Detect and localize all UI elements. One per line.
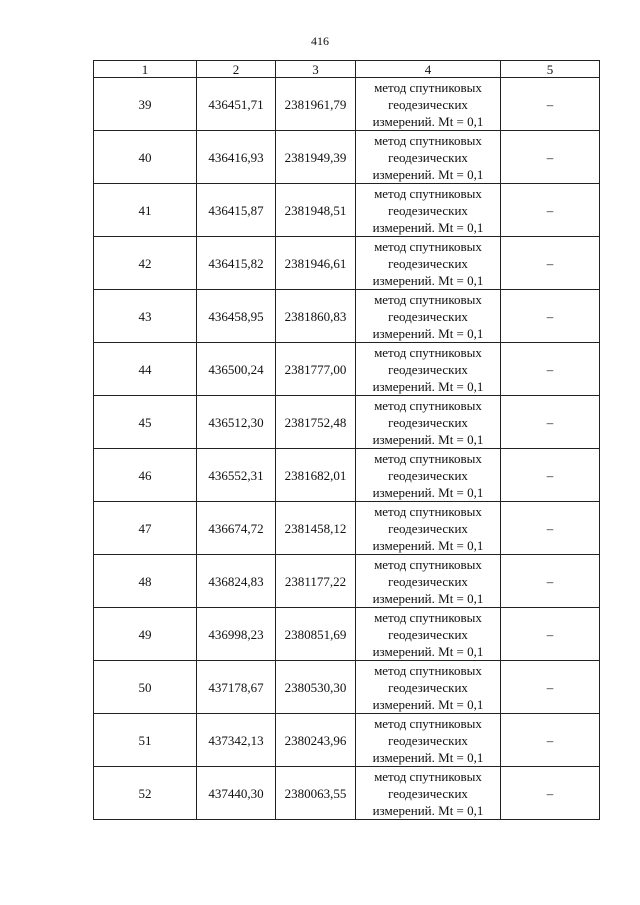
point-number-cell: 43 — [94, 290, 197, 343]
note-cell: – — [501, 290, 600, 343]
method-line: геодезических — [388, 96, 468, 112]
method-line: метод спутниковых — [374, 79, 482, 95]
method-line: измерений. Mt = 0,1 — [372, 749, 484, 765]
method-line: измерений. Mt = 0,1 — [372, 325, 484, 341]
method-line: метод спутниковых — [374, 238, 482, 254]
method-line: геодезических — [388, 149, 468, 165]
method-cell — [356, 502, 501, 555]
point-number-cell: 50 — [94, 661, 197, 714]
method-cell — [356, 343, 501, 396]
method-line: измерений. Mt = 0,1 — [372, 696, 484, 712]
method-line: измерений. Mt = 0,1 — [372, 219, 484, 235]
coordinate-y-cell: 2381458,12 — [276, 502, 356, 555]
header-row — [94, 61, 600, 78]
note-cell: – — [501, 343, 600, 396]
point-number-cell: 48 — [94, 555, 197, 608]
method-line: измерений. Mt = 0,1 — [372, 166, 484, 182]
method-line: геодезических — [388, 520, 468, 536]
coordinate-x-cell: 436824,83 — [197, 555, 276, 608]
method-line: метод спутниковых — [374, 291, 482, 307]
point-number-cell: 51 — [94, 714, 197, 767]
method-cell — [356, 396, 501, 449]
coordinate-y-cell: 2381177,22 — [276, 555, 356, 608]
point-number-cell: 47 — [94, 502, 197, 555]
method-line: метод спутниковых — [374, 662, 482, 678]
table-row — [94, 396, 600, 449]
method-cell — [356, 608, 501, 661]
note-cell: – — [501, 237, 600, 290]
method-line: измерений. Mt = 0,1 — [372, 484, 484, 500]
note-cell: – — [501, 78, 600, 131]
note-cell: – — [501, 502, 600, 555]
table-body — [94, 78, 600, 820]
coordinate-x-cell: 436674,72 — [197, 502, 276, 555]
coordinate-x-cell: 436458,95 — [197, 290, 276, 343]
note-cell: – — [501, 767, 600, 820]
table-row — [94, 78, 600, 131]
point-number-cell: 42 — [94, 237, 197, 290]
method-cell — [356, 449, 501, 502]
coordinate-x-cell: 436416,93 — [197, 131, 276, 184]
method-line: геодезических — [388, 626, 468, 642]
method-line: геодезических — [388, 573, 468, 589]
coordinate-y-cell: 2381682,01 — [276, 449, 356, 502]
note-cell: – — [501, 396, 600, 449]
method-line: геодезических — [388, 414, 468, 430]
method-line: геодезических — [388, 679, 468, 695]
point-number-cell: 44 — [94, 343, 197, 396]
method-line: метод спутниковых — [374, 132, 482, 148]
method-line: геодезических — [388, 785, 468, 801]
method-line: измерений. Mt = 0,1 — [372, 378, 484, 394]
coordinate-x-cell: 437440,30 — [197, 767, 276, 820]
table-row — [94, 502, 600, 555]
method-line: измерений. Mt = 0,1 — [372, 113, 484, 129]
method-cell — [356, 714, 501, 767]
method-line: геодезических — [388, 732, 468, 748]
coordinate-x-cell: 437178,67 — [197, 661, 276, 714]
table-row — [94, 290, 600, 343]
method-cell — [356, 184, 501, 237]
note-cell: – — [501, 131, 600, 184]
table-row — [94, 714, 600, 767]
table-row — [94, 449, 600, 502]
coordinate-x-cell: 436500,24 — [197, 343, 276, 396]
method-line: геодезических — [388, 361, 468, 377]
point-number-cell: 49 — [94, 608, 197, 661]
method-line: геодезических — [388, 255, 468, 271]
column-header-5: 5 — [501, 61, 600, 78]
table-row — [94, 767, 600, 820]
table-row — [94, 237, 600, 290]
method-line: измерений. Mt = 0,1 — [372, 537, 484, 553]
note-cell: – — [501, 555, 600, 608]
coordinate-x-cell: 436451,71 — [197, 78, 276, 131]
coordinate-x-cell: 436552,31 — [197, 449, 276, 502]
method-cell — [356, 661, 501, 714]
method-line: метод спутниковых — [374, 556, 482, 572]
coordinate-y-cell: 2380063,55 — [276, 767, 356, 820]
note-cell: – — [501, 661, 600, 714]
method-line: измерений. Mt = 0,1 — [372, 431, 484, 447]
method-cell — [356, 767, 501, 820]
note-cell: – — [501, 608, 600, 661]
method-line: геодезических — [388, 308, 468, 324]
coordinate-y-cell: 2381752,48 — [276, 396, 356, 449]
coordinate-y-cell: 2380530,30 — [276, 661, 356, 714]
page-number: 416 — [311, 34, 329, 48]
coordinate-y-cell: 2381777,00 — [276, 343, 356, 396]
method-line: метод спутниковых — [374, 715, 482, 731]
point-number-cell: 46 — [94, 449, 197, 502]
method-cell — [356, 237, 501, 290]
note-cell: – — [501, 714, 600, 767]
coordinate-x-cell: 437342,13 — [197, 714, 276, 767]
method-line: метод спутниковых — [374, 344, 482, 360]
coordinate-x-cell: 436415,87 — [197, 184, 276, 237]
column-header-2: 2 — [197, 61, 276, 78]
column-header-3: 3 — [276, 61, 356, 78]
coordinate-y-cell: 2381949,39 — [276, 131, 356, 184]
method-line: метод спутниковых — [374, 609, 482, 625]
method-line: измерений. Mt = 0,1 — [372, 590, 484, 606]
method-line: метод спутниковых — [374, 450, 482, 466]
table-row — [94, 608, 600, 661]
table-row — [94, 184, 600, 237]
method-line: измерений. Mt = 0,1 — [372, 643, 484, 659]
coordinate-y-cell: 2381948,51 — [276, 184, 356, 237]
table-row — [94, 343, 600, 396]
method-cell — [356, 555, 501, 608]
method-line: геодезических — [388, 202, 468, 218]
point-number-cell: 52 — [94, 767, 197, 820]
method-line: измерений. Mt = 0,1 — [372, 802, 484, 818]
coordinate-y-cell: 2381946,61 — [276, 237, 356, 290]
coordinate-y-cell: 2380851,69 — [276, 608, 356, 661]
method-line: метод спутниковых — [374, 768, 482, 784]
column-header-1: 1 — [94, 61, 197, 78]
note-cell: – — [501, 184, 600, 237]
table-row — [94, 661, 600, 714]
coordinate-y-cell: 2380243,96 — [276, 714, 356, 767]
method-line: метод спутниковых — [374, 503, 482, 519]
coordinate-y-cell: 2381961,79 — [276, 78, 356, 131]
coordinate-y-cell: 2381860,83 — [276, 290, 356, 343]
method-line: измерений. Mt = 0,1 — [372, 272, 484, 288]
method-cell — [356, 131, 501, 184]
coordinates-table — [93, 60, 600, 820]
method-line: метод спутниковых — [374, 397, 482, 413]
column-header-4: 4 — [356, 61, 501, 78]
point-number-cell: 39 — [94, 78, 197, 131]
point-number-cell: 40 — [94, 131, 197, 184]
coordinate-x-cell: 436415,82 — [197, 237, 276, 290]
method-cell — [356, 78, 501, 131]
point-number-cell: 45 — [94, 396, 197, 449]
coordinate-x-cell: 436512,30 — [197, 396, 276, 449]
table-row — [94, 555, 600, 608]
method-line: геодезических — [388, 467, 468, 483]
note-cell: – — [501, 449, 600, 502]
point-number-cell: 41 — [94, 184, 197, 237]
method-line: метод спутниковых — [374, 185, 482, 201]
method-cell — [356, 290, 501, 343]
table-row — [94, 131, 600, 184]
coordinate-x-cell: 436998,23 — [197, 608, 276, 661]
